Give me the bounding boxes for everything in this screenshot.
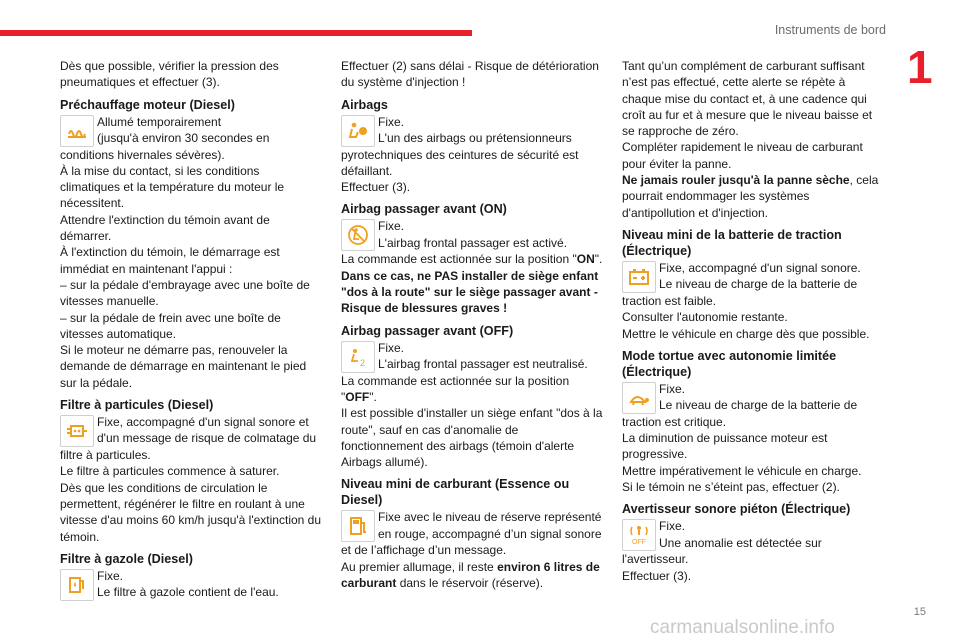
body-text bbox=[622, 172, 884, 221]
section-title-airbag-on: Airbag passager avant (ON) bbox=[341, 202, 507, 217]
pedestrian-icon-label: OFF bbox=[632, 539, 646, 547]
indicator-line: en rouge, accompagné d’un signal sonore bbox=[378, 526, 602, 541]
fuel-pump-icon bbox=[341, 510, 375, 542]
body-text: Il est possible d'installer un siège enfant "dos à la route", sauf en cas d'anomalie de fonctionnement des airbags (témoin d'alerte Airbags allumé). bbox=[341, 406, 603, 470]
body-text: Mettre le véhicule en charge dès que possible. bbox=[622, 326, 870, 341]
text-run: ". bbox=[369, 389, 377, 404]
header-title: Instruments de bord bbox=[774, 23, 886, 37]
indicator-dpf bbox=[60, 414, 322, 447]
text-run: , cela pourrait endommager les systèmes d'antipollution et d'injection. bbox=[622, 173, 879, 220]
text-run: La commande est actionnée sur la position " bbox=[341, 252, 577, 267]
body-text: filtre à particules. bbox=[60, 448, 151, 463]
column-1 bbox=[60, 58, 322, 601]
passenger-airbag-on-icon bbox=[341, 219, 375, 251]
text-run: Ne jamais rouler jusqu'à la panne sèche bbox=[622, 173, 850, 188]
indicator-preheat bbox=[60, 114, 322, 147]
passenger-airbag-off-icon bbox=[341, 341, 375, 373]
text-run: Dans ce cas, ne PAS installer de siège enfant "dos à la route" sur le siège passager avant - Risque de blessures graves ! bbox=[341, 268, 599, 316]
indicator-line: (jusqu'à environ 30 secondes en bbox=[97, 130, 270, 145]
section-title-airbags: Airbags bbox=[341, 97, 388, 112]
water-in-fuel-icon bbox=[60, 569, 94, 601]
body-text: Tant qu’un complément de carburant suffisant n’est pas effectué, cette alerte se répète à chaque mise du contact et, à une cadence qui croît au fur et à mesure que le niveau baisse et se rapproche de zéro. bbox=[622, 59, 873, 139]
indicator-line: Fixe, accompagné d'un signal sonore. bbox=[659, 260, 861, 275]
indicator-line: Une anomalie est détectée sur bbox=[659, 535, 822, 550]
text-run: environ 6 litres de carburant bbox=[341, 559, 600, 591]
column-2 bbox=[341, 58, 603, 591]
text-run: OFF bbox=[345, 389, 370, 404]
indicator-airbag-on bbox=[341, 218, 603, 251]
indicator-line: Fixe. bbox=[378, 114, 405, 129]
body-text: – sur la pédale de frein avec une boîte de vitesses automatique. bbox=[60, 310, 281, 341]
warning-text bbox=[341, 268, 603, 317]
indicator-line: L'un des airbags ou prétensionneurs bbox=[378, 130, 572, 145]
indicator-battery bbox=[622, 260, 884, 293]
indicator-line: Fixe. bbox=[659, 519, 686, 534]
body-text: et de l’affichage d’un message. bbox=[341, 543, 507, 558]
indicator-line: Fixe. bbox=[378, 219, 405, 234]
indicator-fuel-filter bbox=[60, 568, 322, 601]
section-title-pedestrian: Avertisseur sonore piéton (Électrique) bbox=[622, 502, 851, 517]
section-title-airbag-off: Airbag passager avant (OFF) bbox=[341, 323, 514, 338]
body-text: À la mise du contact, si les conditions climatiques et la température du moteur le nécessitent. bbox=[60, 163, 285, 211]
indicator-line: Le filtre à gazole contient de l'eau. bbox=[97, 585, 279, 600]
body-text: Compléter rapidement le niveau de carburant pour éviter la panne. bbox=[622, 140, 863, 171]
intro-text: Effectuer (2) sans délai - Risque de détérioration du système d'injection ! bbox=[341, 59, 599, 90]
particle-filter-icon bbox=[60, 415, 94, 447]
column-3 bbox=[622, 58, 884, 584]
body-text: Le filtre à particules commence à saturer. bbox=[60, 464, 280, 479]
body-text: Consulter l'autonomie restante. bbox=[622, 310, 788, 325]
indicator-line: d'un message de risque de colmatage du bbox=[97, 431, 317, 446]
glow-plug-icon bbox=[60, 115, 94, 147]
header-accent-bar bbox=[0, 30, 472, 36]
body-text: Effectuer (3). bbox=[341, 180, 411, 195]
body-text: traction est critique. bbox=[622, 414, 727, 429]
body-text bbox=[341, 251, 603, 267]
indicator-line: Fixe. bbox=[378, 340, 405, 355]
body-text: Si le témoin ne s’éteint pas, effectuer (2). bbox=[622, 480, 840, 495]
indicator-line: Fixe. bbox=[97, 568, 124, 583]
airbag-icon bbox=[341, 115, 375, 147]
section-title-fuel-filter: Filtre à gazole (Diesel) bbox=[60, 551, 193, 566]
indicator-line: L'airbag frontal passager est neutralisé. bbox=[378, 356, 588, 371]
section-title-dpf: Filtre à particules (Diesel) bbox=[60, 398, 214, 413]
watermark: carmanualsonline.info bbox=[650, 617, 835, 638]
section-title-turtle: Mode tortue avec autonomie limitée (Électrique) bbox=[622, 348, 837, 379]
indicator-line: Le niveau de charge de la batterie de bbox=[659, 277, 858, 292]
body-text: Effectuer (3). bbox=[622, 568, 692, 583]
text-run: Au premier allumage, il reste bbox=[341, 559, 498, 574]
intro-text: Dès que possible, vérifier la pression des pneumatiques et effectuer (3). bbox=[60, 59, 279, 90]
text-run: ". bbox=[594, 252, 603, 267]
svg-text:2: 2 bbox=[360, 357, 366, 368]
indicator-line: Fixe. bbox=[659, 381, 686, 396]
body-text: Dès que les conditions de circulation le permettent, régénérer le filtre en roulant à une vitesse d'au moins 60 km/h jusqu'à l'extinction du témoin. bbox=[60, 480, 322, 544]
body-text bbox=[341, 373, 603, 406]
body-text: conditions hivernales sévères). bbox=[60, 147, 225, 162]
pedestrian-horn-icon bbox=[622, 519, 656, 551]
indicator-line: Fixe avec le niveau de réserve représenté bbox=[378, 510, 602, 525]
body-text: À l'extinction du témoin, le démarrage est immédiat en maintenant l'appui : bbox=[60, 245, 280, 276]
indicator-line: L'airbag frontal passager est activé. bbox=[378, 235, 568, 250]
indicator-line: Allumé temporairement bbox=[97, 114, 222, 129]
page-number: 15 bbox=[913, 606, 926, 618]
text-run: La commande est actionnée sur la position " bbox=[341, 373, 570, 404]
section-title-preheat: Préchauffage moteur (Diesel) bbox=[60, 97, 235, 112]
body-text: l'avertisseur. bbox=[622, 552, 689, 567]
text-run: ON bbox=[576, 252, 595, 267]
body-text: – sur la pédale d'embrayage avec une boîte de vitesses manuelle. bbox=[60, 277, 310, 309]
text-run: dans le réservoir (réserve). bbox=[396, 576, 544, 591]
indicator-line: Le niveau de charge de la batterie de bbox=[659, 398, 858, 413]
chapter-number: 1 bbox=[907, 41, 933, 93]
body-text: Mettre impérativement le véhicule en charge. bbox=[622, 463, 862, 478]
body-text bbox=[341, 559, 603, 592]
body-text: pyrotechniques des ceintures de sécurité est défaillant. bbox=[341, 147, 579, 178]
indicator-turtle bbox=[622, 381, 884, 414]
indicator-low-fuel bbox=[341, 509, 603, 542]
traction-battery-icon bbox=[622, 261, 656, 293]
body-text: La diminution de puissance moteur est progressive. bbox=[622, 431, 828, 462]
body-text: Attendre l'extinction du témoin avant de démarrer. bbox=[60, 212, 270, 244]
turtle-mode-icon bbox=[622, 382, 656, 414]
body-text: traction est faible. bbox=[622, 293, 717, 308]
indicator-airbag-off bbox=[341, 340, 603, 373]
body-text: Si le moteur ne démarre pas, renouveler la demande de démarrage en maintenant le pied sur la pédale. bbox=[60, 343, 307, 390]
section-title-battery: Niveau mini de la batterie de traction (Électrique) bbox=[622, 227, 842, 258]
indicator-airbags bbox=[341, 114, 603, 147]
section-title-low-fuel: Niveau mini de carburant (Essence ou Diesel) bbox=[341, 477, 570, 508]
indicator-pedestrian bbox=[622, 518, 884, 551]
indicator-line: Fixe, accompagné d'un signal sonore et bbox=[97, 415, 309, 430]
